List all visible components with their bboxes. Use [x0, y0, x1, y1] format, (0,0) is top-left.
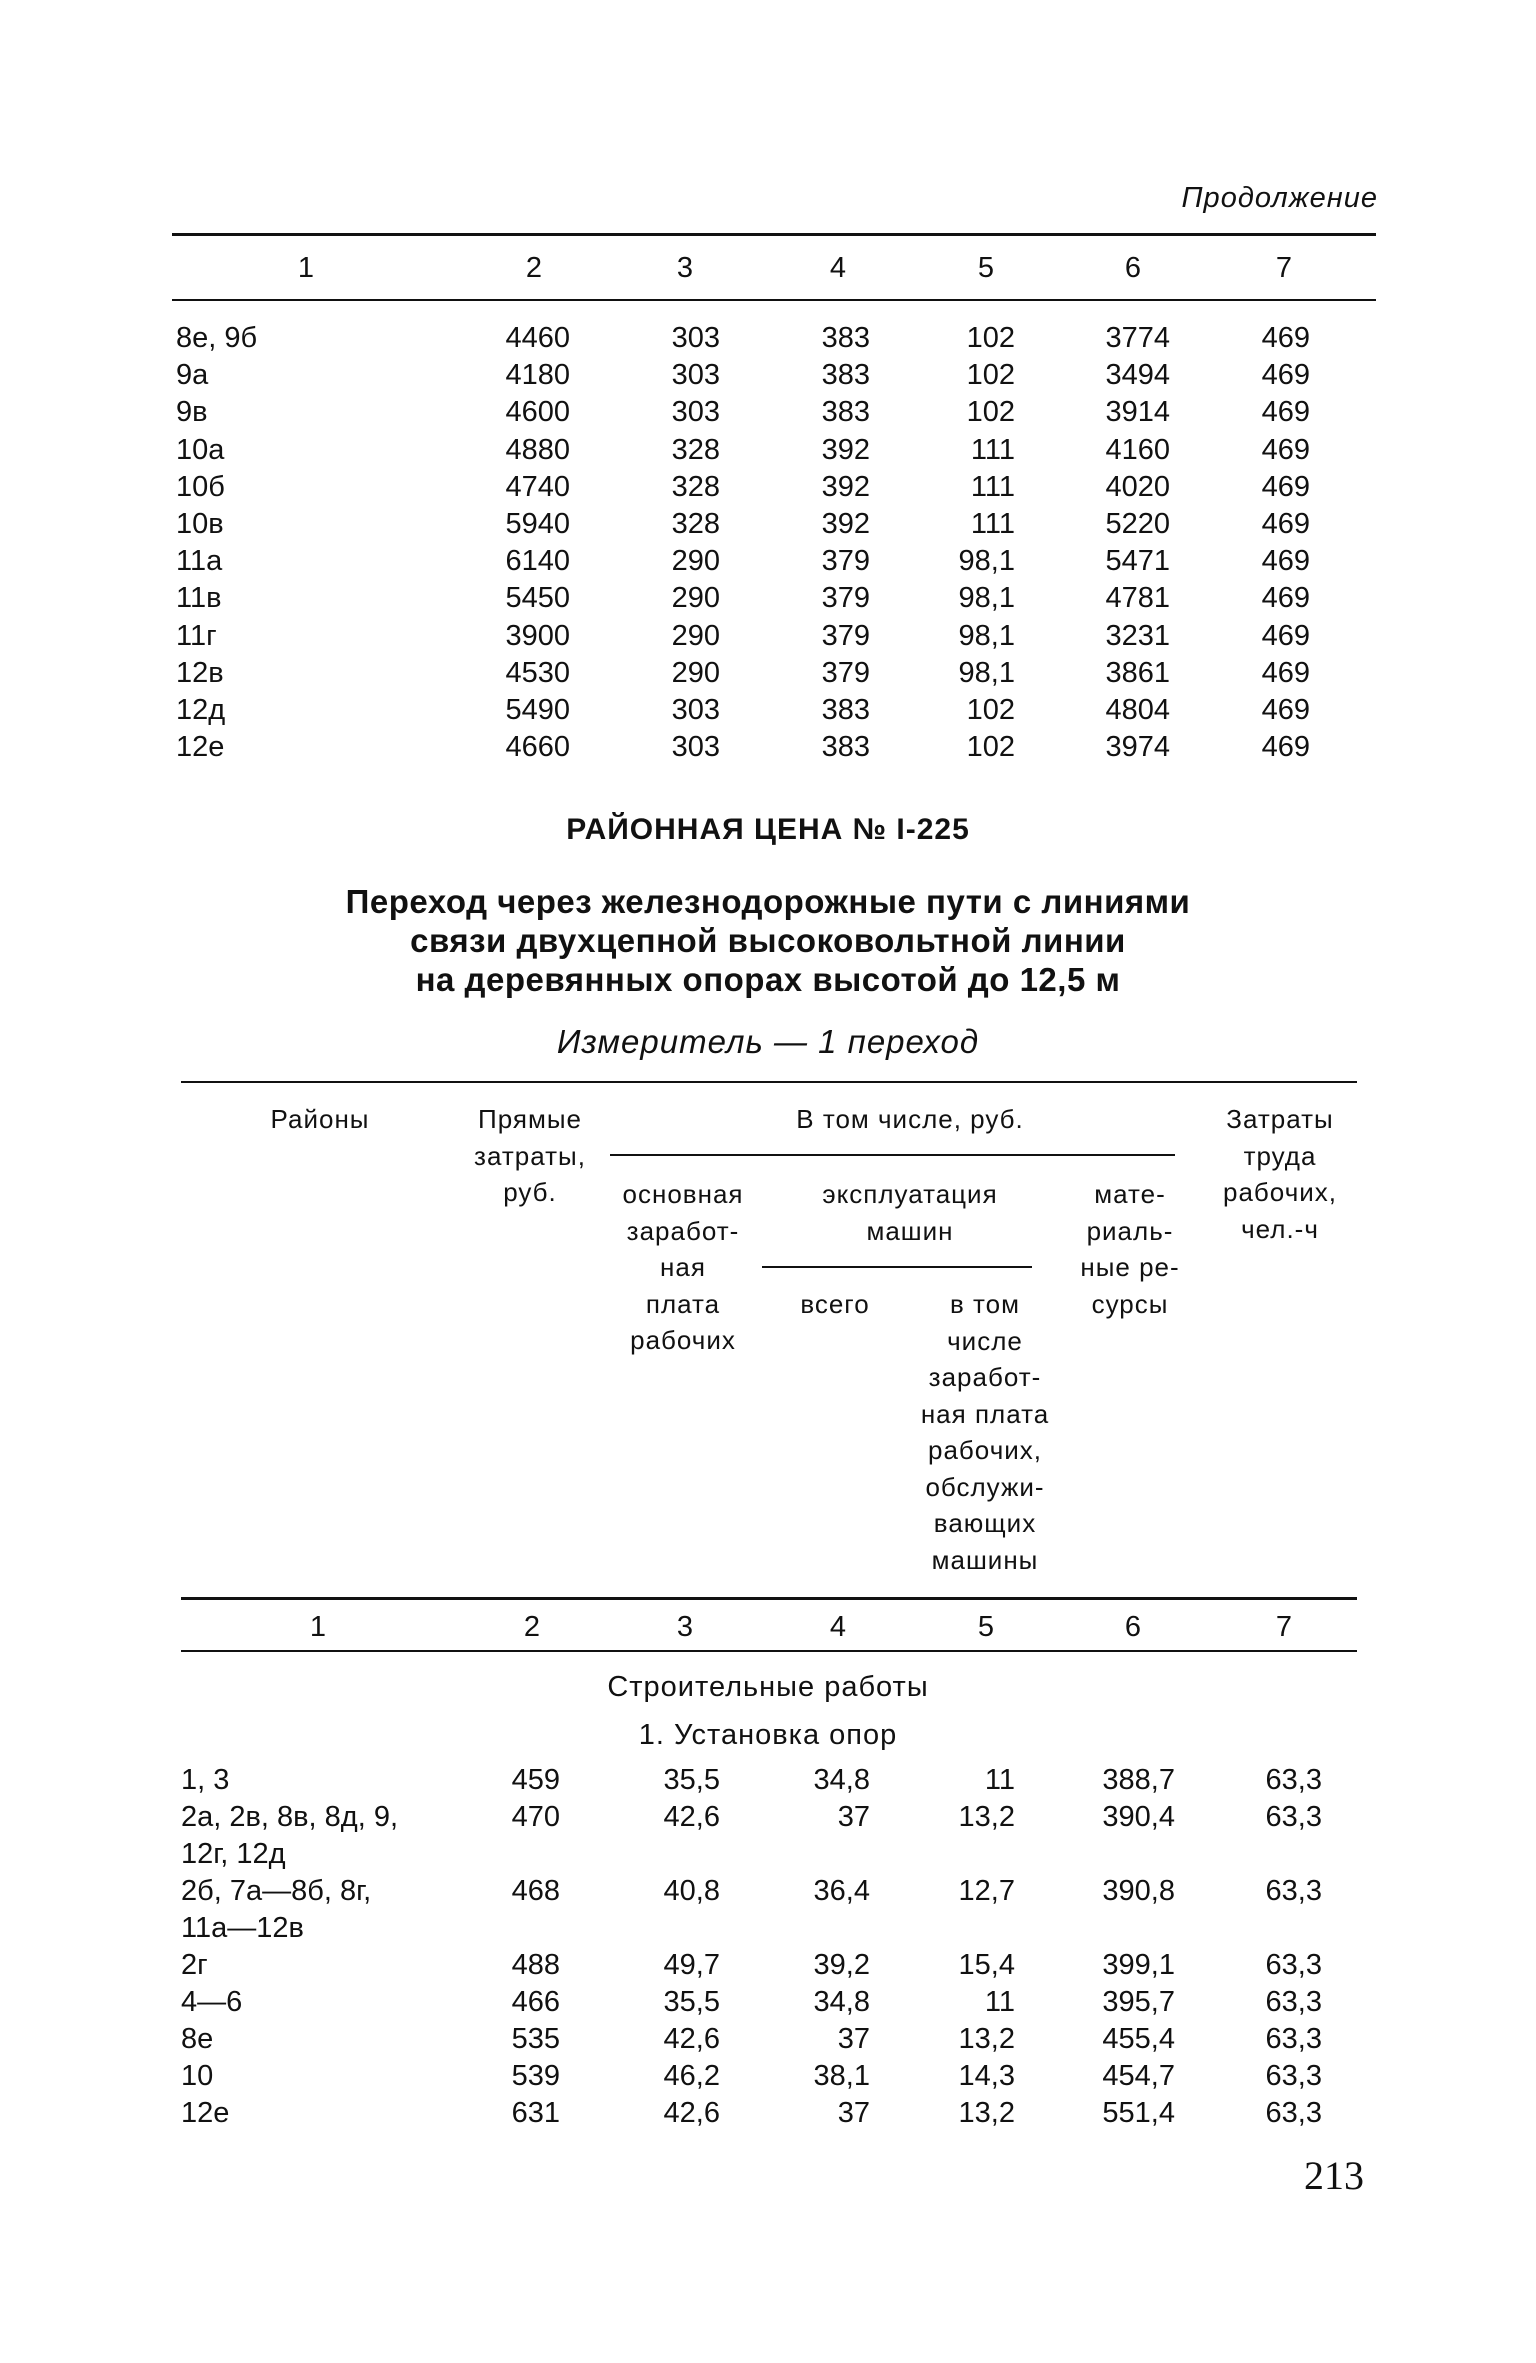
table-row: [0, 543, 1536, 579]
region-cell: 4—6: [181, 1986, 243, 2018]
region-cell: 2г: [181, 1949, 208, 1981]
value-cell: 290: [671, 582, 720, 615]
value-cell: 4160: [1105, 433, 1170, 466]
header-machines-rule: [762, 1266, 1032, 1268]
value-cell: 11: [984, 1764, 1015, 1796]
header-materials: мате- риаль- ные ре- сурсы: [1080, 1179, 1180, 1319]
value-cell: 98,1: [958, 656, 1015, 689]
value-cell: 5940: [505, 508, 570, 540]
value-cell: 290: [671, 619, 720, 652]
column-number: 2: [525, 252, 543, 284]
value-cell: 4781: [1105, 582, 1170, 615]
table2-header-row: [0, 1609, 1536, 1645]
value-cell: 63,3: [1265, 2097, 1322, 2129]
region-cell: 10а: [176, 433, 225, 466]
value-cell: 46,2: [663, 2060, 720, 2092]
value-cell: 379: [821, 619, 870, 652]
title-line: Переход через железнодорожные пути с линиями: [345, 883, 1191, 920]
column-number: 4: [829, 252, 847, 284]
value-cell: 383: [821, 359, 870, 392]
value-cell: 383: [821, 396, 870, 429]
region-cell: 12д: [176, 694, 226, 726]
header-machines-total: всего: [800, 1289, 870, 1319]
region-cell: 8е, 9б: [176, 322, 258, 354]
value-cell: 539: [511, 2060, 560, 2092]
column-number: 3: [676, 1611, 694, 1643]
value-cell: 63,3: [1265, 2060, 1322, 2092]
value-cell: 4880: [505, 433, 570, 466]
measure-unit: Измеритель — 1 переход: [556, 1023, 980, 1060]
value-cell: 328: [671, 508, 720, 540]
value-cell: 455,4: [1102, 2023, 1175, 2055]
value-cell: 63,3: [1265, 1986, 1322, 2018]
table-row: [0, 469, 1536, 505]
value-cell: 328: [671, 470, 720, 503]
value-cell: 102: [966, 694, 1015, 726]
table2-header-rule: [181, 1597, 1357, 1600]
value-cell: 36,4: [813, 1875, 870, 1907]
value-cell: 468: [511, 1875, 560, 1907]
value-cell: 469: [1261, 731, 1310, 764]
header-including: В том числе, руб.: [796, 1104, 1024, 1134]
value-cell: 469: [1261, 322, 1310, 354]
value-cell: 63,3: [1265, 1801, 1322, 1833]
value-cell: 49,7: [663, 1949, 720, 1981]
header-labor: Затраты труда рабочих, чел.-ч: [1223, 1104, 1337, 1244]
value-cell: 379: [821, 545, 870, 578]
value-cell: 63,3: [1265, 1764, 1322, 1796]
page-number: 213: [1304, 2153, 1364, 2198]
value-cell: 303: [671, 396, 720, 429]
value-cell: 3914: [1105, 396, 1170, 429]
value-cell: 40,8: [663, 1875, 720, 1907]
table-row: [0, 1947, 1536, 1984]
value-cell: 5490: [505, 694, 570, 726]
value-cell: 13,2: [958, 1801, 1015, 1833]
table-row: [0, 2058, 1536, 2095]
table-row: [0, 1799, 1536, 1873]
value-cell: 98,1: [958, 619, 1015, 652]
region-cell: 11в: [176, 582, 222, 615]
table-row: [0, 320, 1536, 356]
value-cell: 102: [966, 322, 1015, 354]
value-cell: 11: [984, 1986, 1015, 2018]
value-cell: 383: [821, 322, 870, 354]
value-cell: 399,1: [1102, 1949, 1175, 1981]
region-cell: 2б, 7а—8б, 8г,: [181, 1875, 372, 1907]
value-cell: 13,2: [958, 2023, 1015, 2055]
column-number: 6: [1124, 252, 1142, 284]
value-cell: 102: [966, 731, 1015, 764]
value-cell: 4180: [505, 359, 570, 392]
region-cell: 12г, 12д: [181, 1838, 286, 1870]
region-cell: 1, 3: [181, 1764, 230, 1796]
table1-top-rule: [172, 233, 1376, 236]
value-cell: 383: [821, 731, 870, 764]
value-cell: 469: [1261, 545, 1310, 578]
value-cell: 454,7: [1102, 2060, 1175, 2092]
table-row: [0, 618, 1536, 654]
table-row: [0, 394, 1536, 430]
subsection-title: 1. Установка опор: [638, 1719, 898, 1751]
value-cell: 469: [1261, 619, 1310, 652]
value-cell: 35,5: [663, 1764, 720, 1796]
value-cell: 379: [821, 656, 870, 689]
value-cell: 303: [671, 322, 720, 354]
region-cell: 12в: [176, 656, 224, 689]
region-cell: 11а: [176, 545, 223, 578]
title-line: на деревянных опорах высотой до 12,5 м: [415, 961, 1121, 998]
value-cell: 392: [821, 508, 870, 540]
region-cell: 11г: [176, 619, 217, 652]
value-cell: 98,1: [958, 582, 1015, 615]
header-machine-operation: эксплуатация машин: [822, 1179, 998, 1246]
value-cell: 303: [671, 731, 720, 764]
value-cell: 5220: [1105, 508, 1170, 540]
column-number: 3: [676, 252, 694, 284]
table-row: [0, 2021, 1536, 2058]
region-cell: 10: [181, 2060, 214, 2092]
value-cell: 35,5: [663, 1986, 720, 2018]
value-cell: 459: [511, 1764, 560, 1796]
value-cell: 3861: [1105, 656, 1170, 689]
value-cell: 5450: [505, 582, 570, 615]
table1-header-row: [0, 250, 1536, 286]
value-cell: 469: [1261, 508, 1310, 540]
table2-top-rule: [181, 1081, 1357, 1083]
value-cell: 63,3: [1265, 2023, 1322, 2055]
value-cell: 488: [511, 1949, 560, 1981]
value-cell: 379: [821, 582, 870, 615]
table-row: [0, 1762, 1536, 1799]
title-line: связи двухцепной высоковольтной линии: [410, 922, 1126, 959]
table2-numbers-rule: [181, 1650, 1357, 1652]
value-cell: 42,6: [663, 1801, 720, 1833]
region-cell: 11а—12в: [181, 1912, 304, 1944]
continuation-label: Продолжение: [1181, 182, 1378, 214]
value-cell: 290: [671, 656, 720, 689]
value-cell: 3900: [505, 619, 570, 652]
value-cell: 63,3: [1265, 1949, 1322, 1981]
price-heading: РАЙОННАЯ ЦЕНА № I-225: [566, 813, 970, 846]
value-cell: 303: [671, 694, 720, 726]
table-row: [0, 2095, 1536, 2132]
region-cell: 9в: [176, 396, 208, 429]
region-cell: 2а, 2в, 8в, 8д, 9,: [181, 1801, 399, 1833]
value-cell: 34,8: [813, 1986, 870, 2018]
value-cell: 392: [821, 433, 870, 466]
value-cell: 4600: [505, 396, 570, 429]
region-cell: 10в: [176, 508, 224, 540]
table-row: [0, 432, 1536, 468]
value-cell: 63,3: [1265, 1875, 1322, 1907]
table-row: [0, 692, 1536, 728]
value-cell: 551,4: [1102, 2097, 1175, 2129]
value-cell: 111: [970, 508, 1015, 540]
value-cell: 469: [1261, 582, 1310, 615]
value-cell: 111: [970, 470, 1015, 503]
value-cell: 469: [1261, 433, 1310, 466]
value-cell: 15,4: [958, 1949, 1015, 1981]
value-cell: 5471: [1105, 545, 1170, 578]
region-cell: 9а: [176, 359, 209, 392]
value-cell: 290: [671, 545, 720, 578]
value-cell: 466: [511, 1986, 560, 2018]
header-including-rule: [610, 1154, 1175, 1156]
value-cell: 469: [1261, 359, 1310, 392]
value-cell: 469: [1261, 396, 1310, 429]
value-cell: 469: [1261, 656, 1310, 689]
value-cell: 102: [966, 396, 1015, 429]
value-cell: 37: [837, 1801, 870, 1833]
value-cell: 14,3: [958, 2060, 1015, 2092]
value-cell: 470: [511, 1801, 560, 1833]
table1-header-rule: [172, 299, 1376, 301]
value-cell: 4460: [505, 322, 570, 354]
column-number: 1: [297, 252, 315, 284]
value-cell: 42,6: [663, 2023, 720, 2055]
value-cell: 42,6: [663, 2097, 720, 2129]
value-cell: 303: [671, 359, 720, 392]
value-cell: 390,4: [1102, 1801, 1175, 1833]
header-regions: Районы: [270, 1104, 370, 1134]
value-cell: 3231: [1105, 619, 1170, 652]
value-cell: 4740: [505, 470, 570, 503]
header-machines-wage: в том числе заработ- ная плата рабочих, обслужи- вающих машины: [920, 1289, 1050, 1575]
value-cell: 37: [837, 2097, 870, 2129]
column-number: 2: [523, 1611, 541, 1643]
region-cell: 8е: [181, 2023, 214, 2055]
value-cell: 4020: [1105, 470, 1170, 503]
value-cell: 39,2: [813, 1949, 870, 1981]
value-cell: 3494: [1105, 359, 1170, 392]
table-row: [0, 506, 1536, 542]
value-cell: 4804: [1105, 694, 1170, 726]
value-cell: 3974: [1105, 731, 1170, 764]
value-cell: 37: [837, 2023, 870, 2055]
value-cell: 6140: [505, 545, 570, 578]
region-cell: 12е: [176, 731, 225, 764]
value-cell: 392: [821, 470, 870, 503]
column-number: 4: [829, 1611, 847, 1643]
section-title: Строительные работы: [607, 1671, 929, 1703]
value-cell: 328: [671, 433, 720, 466]
value-cell: 111: [970, 433, 1015, 466]
table-row: [0, 1984, 1536, 2021]
table-row: [0, 580, 1536, 616]
value-cell: 4530: [505, 656, 570, 689]
column-number: 1: [309, 1611, 327, 1643]
value-cell: 34,8: [813, 1764, 870, 1796]
value-cell: 102: [966, 359, 1015, 392]
value-cell: 631: [511, 2097, 560, 2129]
value-cell: 13,2: [958, 2097, 1015, 2129]
value-cell: 535: [511, 2023, 560, 2055]
value-cell: 383: [821, 694, 870, 726]
region-cell: 10б: [176, 470, 225, 503]
value-cell: 38,1: [813, 2060, 870, 2092]
table-row: [0, 1873, 1536, 1947]
column-number: 7: [1275, 1611, 1293, 1643]
value-cell: 388,7: [1102, 1764, 1175, 1796]
column-number: 7: [1275, 252, 1293, 284]
header-direct-costs: Прямые затраты, руб.: [474, 1104, 586, 1207]
header-base-wage: основная заработ- ная плата рабочих: [622, 1179, 744, 1355]
value-cell: 4660: [505, 731, 570, 764]
table-row: [0, 357, 1536, 393]
column-number: 5: [977, 1611, 995, 1643]
value-cell: 469: [1261, 694, 1310, 726]
value-cell: 395,7: [1102, 1986, 1175, 2018]
column-number: 5: [977, 252, 995, 284]
table-row: [0, 655, 1536, 691]
table-row: [0, 729, 1536, 765]
value-cell: 3774: [1105, 322, 1170, 354]
value-cell: 98,1: [958, 545, 1015, 578]
value-cell: 12,7: [958, 1875, 1015, 1907]
value-cell: 390,8: [1102, 1875, 1175, 1907]
value-cell: 469: [1261, 470, 1310, 503]
region-cell: 12е: [181, 2097, 230, 2129]
column-number: 6: [1124, 1611, 1142, 1643]
